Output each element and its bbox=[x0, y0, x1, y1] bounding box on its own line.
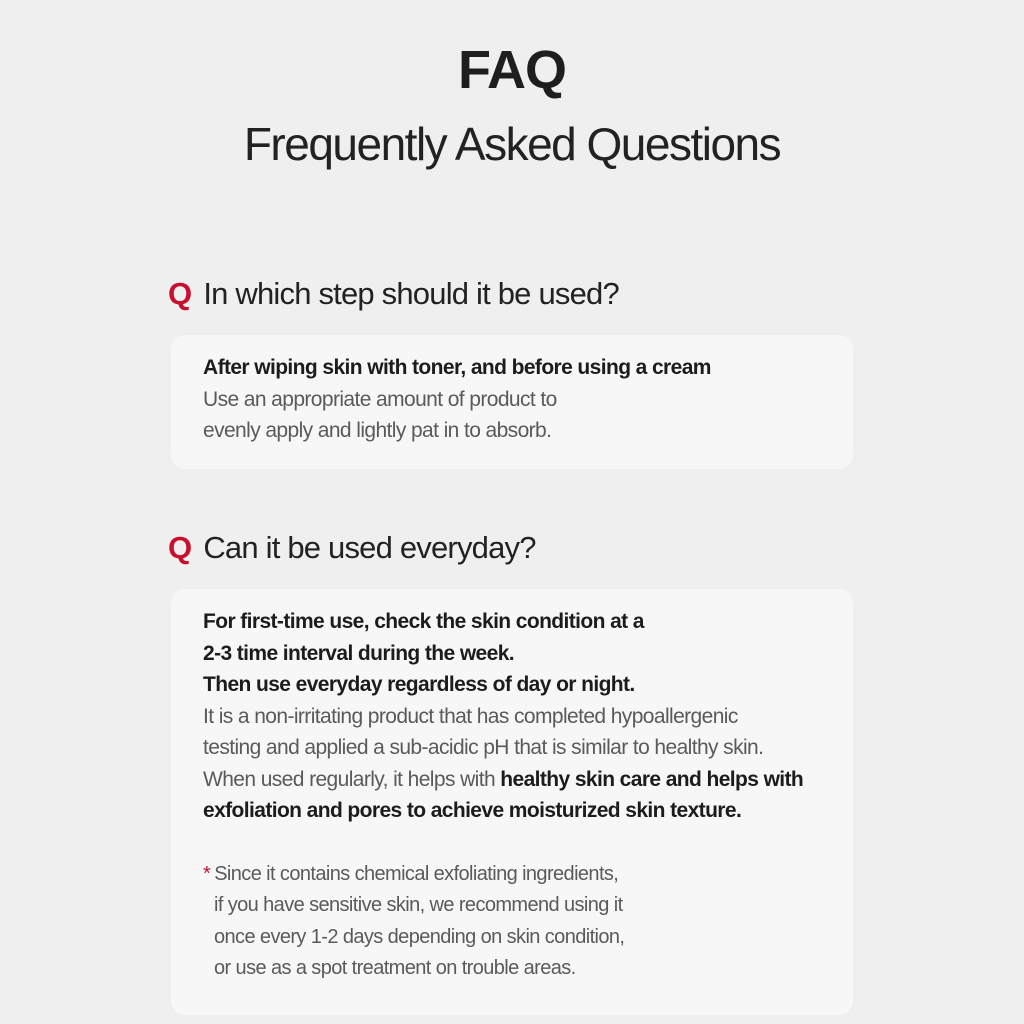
question-text: Can it be used everyday? bbox=[203, 530, 536, 565]
answer-bold-line: For first-time use, check the skin condition at a bbox=[203, 610, 644, 633]
answer-line: testing and applied a sub-acidic pH that is similar to healthy skin. bbox=[203, 736, 764, 759]
q-mark: Q bbox=[168, 530, 192, 565]
answer-bold-final: exfoliation and pores to achieve moisturized skin texture. bbox=[203, 799, 742, 822]
faq-question-1 bbox=[168, 274, 868, 314]
page-subtitle: Frequently Asked Questions bbox=[243, 118, 781, 170]
answer-line: evenly apply and lightly pat in to absorb. bbox=[203, 419, 552, 442]
answer-mixed-line bbox=[203, 764, 833, 796]
answer-mixed-bold: healthy skin care and helps with bbox=[500, 767, 804, 791]
answer-bold-line: After wiping skin with toner, and before using a cream bbox=[203, 356, 711, 379]
faq-question-2 bbox=[168, 528, 868, 568]
answer-mixed-light: When used regularly, it helps with bbox=[203, 767, 501, 791]
answer-line: It is a non-irritating product that has completed hypoallergenic bbox=[203, 704, 738, 728]
answer-text bbox=[203, 352, 833, 447]
faq-answer-card-1 bbox=[171, 335, 853, 469]
faq-answer-card-2 bbox=[171, 589, 853, 1015]
answer-line: Use an appropriate amount of product to bbox=[203, 387, 557, 411]
caution-note bbox=[203, 859, 833, 985]
note-text: Since it contains chemical exfoliating ingredients, bbox=[214, 862, 619, 885]
note-line bbox=[203, 859, 833, 891]
answer-bold-line: Then use everyday regardless of day or night. bbox=[203, 673, 635, 696]
asterisk-mark: * bbox=[203, 862, 211, 885]
question-text: In which step should it be used? bbox=[203, 276, 619, 311]
q-mark: Q bbox=[168, 276, 192, 311]
answer-bold-line: 2-3 time interval during the week. bbox=[203, 641, 515, 665]
note-line: if you have sensitive skin, we recommend using it bbox=[214, 894, 623, 916]
page-title: FAQ bbox=[457, 40, 566, 100]
answer-text bbox=[203, 606, 833, 985]
note-line: or use as a spot treatment on trouble areas. bbox=[214, 957, 576, 979]
note-line: once every 1-2 days depending on skin condition, bbox=[214, 925, 625, 948]
